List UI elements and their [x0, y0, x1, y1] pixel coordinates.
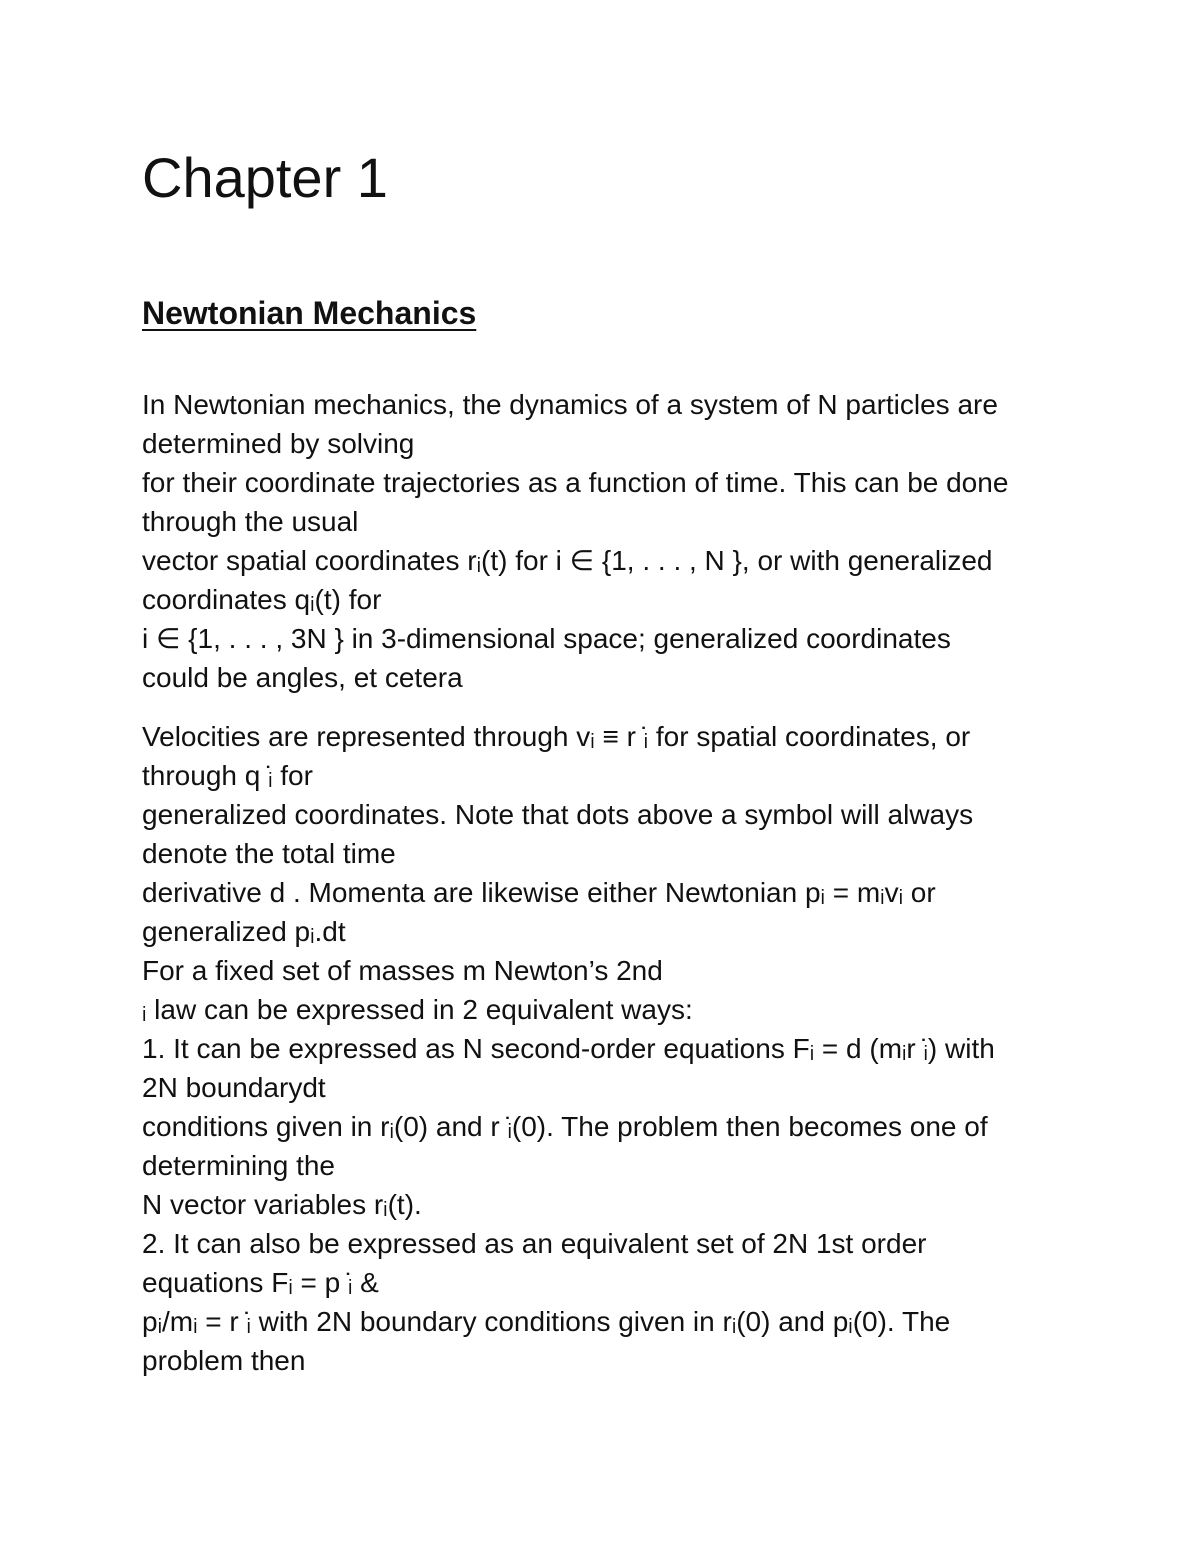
body-line: determining the [142, 1150, 336, 1181]
body-line: through the usual [142, 506, 359, 537]
body-line: problem then [142, 1345, 306, 1376]
body-line: conditions given in rᵢ(0) and r ̇ᵢ(0). The problem then becomes one of [142, 1111, 988, 1142]
body-line: denote the total time [142, 838, 396, 869]
body-line: could be angles, et cetera [142, 662, 463, 693]
body-line: i ∈ {1, . . . , 3N } in 3-dimensional space; generalized coordinates [142, 623, 951, 654]
body-line: For a fixed set of masses m Newton’s 2nd [142, 955, 663, 986]
body-line: derivative d . Momenta are likewise either Newtonian pᵢ = mᵢvᵢ or [142, 877, 936, 908]
section-heading: Newtonian Mechanics [142, 295, 477, 331]
body-line: 2N boundarydt [142, 1072, 326, 1103]
body-line: through q ̇ᵢ for [142, 760, 313, 791]
body-line: equations Fᵢ = p ̇ᵢ & [142, 1267, 379, 1298]
body-line: pᵢ/mᵢ = r ̇ᵢ with 2N boundary conditions given in rᵢ(0) and pᵢ(0). The [142, 1306, 951, 1337]
body-line: coordinates qᵢ(t) for [142, 584, 382, 615]
body-line: vector spatial coordinates rᵢ(t) for i ∈ {1, . . . , N }, or with generalized [142, 545, 993, 576]
body-line: for their coordinate trajectories as a function of time. This can be done [142, 467, 1009, 498]
body-line: ᵢ law can be expressed in 2 equivalent ways: [142, 994, 693, 1025]
body-line: In Newtonian mechanics, the dynamics of a system of N particles are [142, 389, 998, 420]
body-line: determined by solving [142, 428, 415, 459]
body-line: 1. It can be expressed as N second-order equations Fᵢ = d (mᵢr ̇ᵢ) with [142, 1033, 995, 1064]
body-line: 2. It can also be expressed as an equivalent set of 2N 1st order [142, 1228, 927, 1259]
body-line: N vector variables rᵢ(t). [142, 1189, 422, 1220]
body-line: generalized pᵢ.dt [142, 916, 346, 947]
body-line: Velocities are represented through vᵢ ≡ r ̇ᵢ for spatial coordinates, or [142, 721, 971, 752]
body-line: generalized coordinates. Note that dots above a symbol will always [142, 799, 974, 830]
chapter-title: Chapter 1 [142, 146, 388, 209]
